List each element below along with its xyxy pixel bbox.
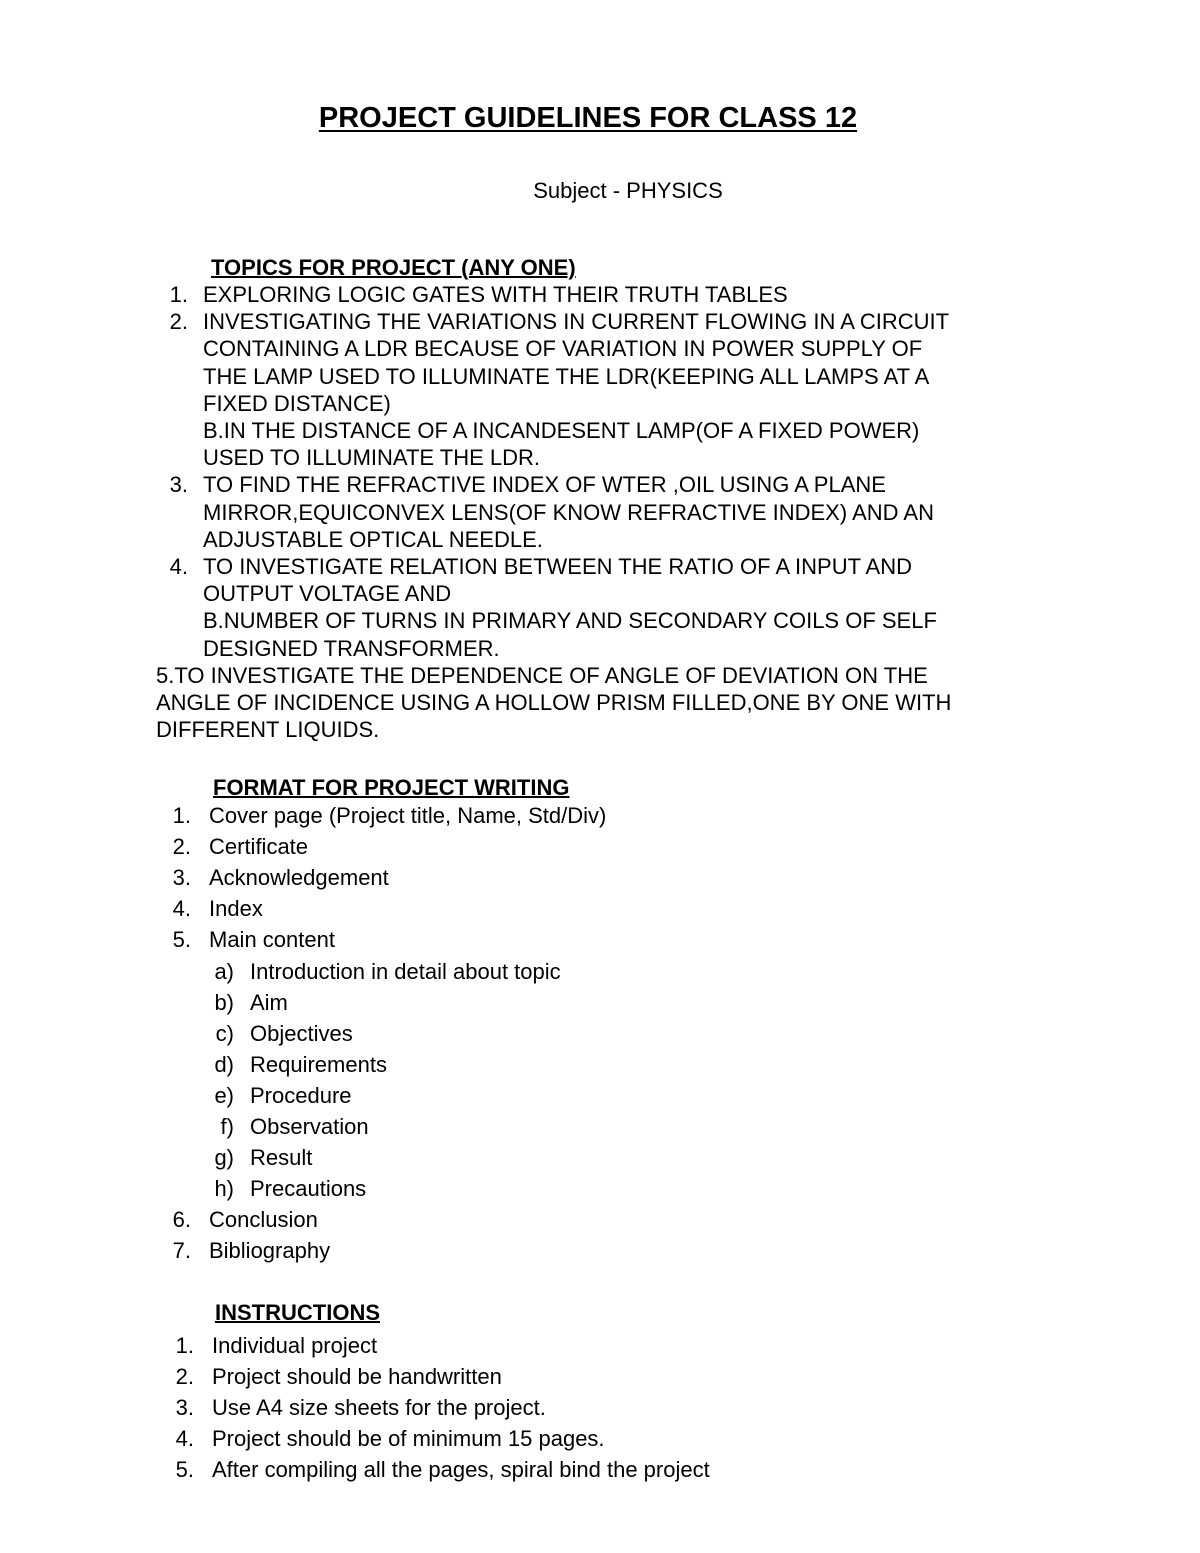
topic-number: 1. [169, 282, 188, 307]
format-number: 2. [172, 834, 191, 860]
format-item: Bibliography [209, 1238, 331, 1264]
instruction-number: 5. [175, 1457, 194, 1482]
format-subitem: Result [250, 1145, 313, 1171]
format-subitem: Requirements [250, 1051, 387, 1077]
format-subitem: Introduction in detail about topic [250, 958, 561, 984]
format-subitem: Aim [250, 989, 288, 1015]
instruction-item: Project should be of minimum 15 pages. [212, 1426, 605, 1451]
format-subitem: Objectives [250, 1020, 353, 1046]
format-subitem-letter: c) [215, 1020, 234, 1046]
topics-heading: TOPICS FOR PROJECT (ANY ONE) [211, 255, 576, 280]
topic-line: 5.TO INVESTIGATE THE DEPENDENCE OF ANGLE OF DEVIATION ON THE [156, 662, 928, 688]
instruction-item: Project should be handwritten [212, 1364, 502, 1389]
topic-line: DIFFERENT LIQUIDS. [156, 717, 380, 743]
format-number: 1. [172, 803, 191, 828]
topic-line: OUTPUT VOLTAGE AND [203, 581, 452, 607]
format-number: 7. [172, 1238, 191, 1264]
topic-line: DESIGNED TRANSFORMER. [203, 635, 500, 661]
topic-line: B.IN THE DISTANCE OF A INCANDESENT LAMP(OF A FIXED POWER) [203, 418, 920, 443]
format-number: 3. [172, 865, 191, 891]
instruction-item: After compiling all the pages, spiral bind the project [212, 1457, 710, 1482]
instruction-item: Use A4 size sheets for the project. [212, 1395, 546, 1420]
format-item: Cover page (Project title, Name, Std/Div) [209, 803, 607, 828]
topic-line: INVESTIGATING THE VARIATIONS IN CURRENT FLOWING IN A CIRCUIT [203, 309, 950, 335]
format-item: Index [209, 896, 263, 922]
format-subitem-letter: a) [214, 958, 234, 984]
instruction-number: 2. [175, 1364, 194, 1389]
format-number: 6. [172, 1207, 191, 1233]
topic-line: CONTAINING A LDR BECAUSE OF VARIATION IN POWER SUPPLY OF [203, 336, 923, 362]
format-subitem-letter: g) [214, 1145, 234, 1171]
format-subitem: Procedure [250, 1082, 352, 1108]
topic-number: 3. [169, 472, 188, 498]
format-subitem-letter: b) [214, 989, 234, 1015]
format-subitem-letter: h) [214, 1176, 234, 1202]
format-number: 4. [172, 896, 191, 922]
format-subitem-letter: e) [214, 1082, 234, 1108]
format-number: 5. [172, 927, 191, 953]
format-subitem-letter: d) [214, 1051, 234, 1077]
topic-line: THE LAMP USED TO ILLUMINATE THE LDR(KEEPING ALL LAMPS AT A [203, 363, 930, 389]
instruction-number: 4. [175, 1426, 194, 1451]
topic-line: TO FIND THE REFRACTIVE INDEX OF WTER ,OIL USING A PLANE [203, 472, 886, 498]
format-subitem: Precautions [250, 1176, 367, 1202]
topic-line: USED TO ILLUMINATE THE LDR. [203, 445, 541, 471]
format-item: Acknowledgement [209, 865, 389, 891]
format-subitem-letter: f) [220, 1114, 234, 1139]
instruction-number: 1. [175, 1333, 194, 1358]
instruction-item: Individual project [212, 1333, 378, 1358]
format-heading: FORMAT FOR PROJECT WRITING [213, 775, 570, 800]
page-title: PROJECT GUIDELINES FOR CLASS 12 [318, 102, 858, 134]
format-item: Main content [209, 927, 335, 953]
format-item: Certificate [209, 834, 309, 860]
topic-line: FIXED DISTANCE) [203, 390, 391, 416]
topic-line: ADJUSTABLE OPTICAL NEEDLE. [203, 526, 543, 552]
topic-line: B.NUMBER OF TURNS IN PRIMARY AND SECONDARY COILS OF SELF [203, 608, 937, 634]
topic-number: 2. [169, 309, 188, 335]
instructions-heading: INSTRUCTIONS [215, 1300, 380, 1325]
format-item: Conclusion [209, 1207, 318, 1233]
format-subitem: Observation [250, 1114, 369, 1139]
topic-line: EXPLORING LOGIC GATES WITH THEIR TRUTH TABLES [203, 282, 788, 307]
topic-line: TO INVESTIGATE RELATION BETWEEN THE RATIO OF A INPUT AND [203, 554, 913, 579]
topic-line: ANGLE OF INCIDENCE USING A HOLLOW PRISM FILLED,ONE BY ONE WITH [156, 690, 952, 715]
topic-number: 4. [169, 554, 188, 579]
topic-line: MIRROR,EQUICONVEX LENS(OF KNOW REFRACTIVE INDEX) AND AN [203, 499, 934, 525]
subject-line: Subject - PHYSICS [533, 178, 723, 203]
instruction-number: 3. [175, 1395, 194, 1420]
